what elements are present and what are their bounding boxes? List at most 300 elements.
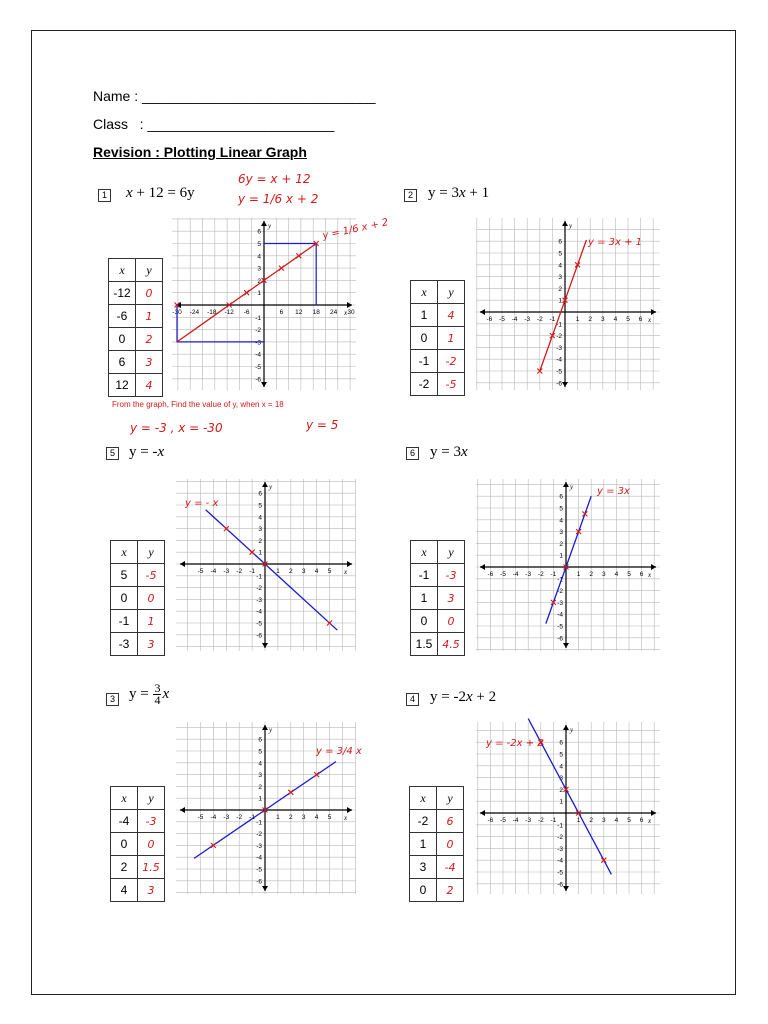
x-axis-arrow [480,810,485,816]
problem-equation [129,444,164,461]
y-tick-label: -2 [557,834,563,842]
y-tick-label: -4 [255,351,261,359]
y-value-cell: 1 [136,305,163,328]
y-value-cell: 1 [138,610,165,633]
x-column-header: x [411,281,438,304]
table-row [111,833,165,856]
x-value-cell: 1 [411,587,438,610]
xy-value-table [108,258,163,397]
x-value-cell: -6 [109,305,136,328]
plotted-line [540,240,587,371]
y-column-header: y [438,541,465,564]
equation-part: y = [129,685,153,702]
xy-value-table [110,540,165,656]
worksheet-title: Revision : Plotting Linear Graph [93,144,307,160]
y-value-cell: 0 [438,610,465,633]
x-value-cell: -3 [111,633,138,656]
x-tick-label: 2 [589,817,594,824]
x-tick-label: 4 [613,316,618,323]
equation-part: x [126,185,133,201]
problem-equation [430,689,496,706]
x-value-cell: 2 [111,856,138,879]
y-tick-label: 2 [257,277,261,285]
x-value-cell: -1 [411,564,438,587]
x-value-cell: 0 [111,587,138,610]
y-tick-label: -2 [556,333,562,341]
y-value-cell: 4 [136,374,163,397]
x-tick-label: -5 [197,568,204,575]
y-value-cell: 4 [438,304,465,327]
x-axis-label: x [344,309,348,317]
y-axis-arrow [261,382,267,387]
x-tick-label: 24 [329,309,338,316]
y-tick-label: -1 [256,819,262,827]
y-value-cell: -2 [438,350,465,373]
xy-value-table [410,280,465,396]
x-tick-label: 6 [639,817,644,824]
x-tick-label: -5 [197,814,204,821]
y-tick-label: -6 [255,376,261,384]
equation-part: y = 3 [430,444,461,460]
y-column-header: y [438,281,465,304]
table-row [411,373,465,396]
coordinate-graph [476,479,660,651]
y-tick-label: -5 [255,364,261,371]
x-value-cell: 0 [111,833,138,856]
y-tick-label: -6 [557,881,563,889]
x-value-cell: 3 [410,856,437,879]
x-axis-arrow [180,807,185,813]
problem-number-box: 5 [106,447,119,460]
y-tick-label: -3 [556,344,562,352]
x-axis-arrow [480,564,485,570]
y-tick-label: 5 [559,751,563,759]
equation-variable: x [162,685,170,702]
x-tick-label: -6 [487,817,494,824]
y-value-cell: 0 [138,587,165,610]
x-tick-label: -3 [223,814,230,821]
table-row [109,305,163,328]
handwritten-answer: y = -3 , x = -30 [130,421,223,435]
y-value-cell: 3 [138,633,165,656]
x-value-cell: -1 [111,610,138,633]
problem-number-box: 6 [406,447,419,460]
table-header-row [410,787,464,810]
y-tick-label: 1 [257,290,261,298]
handwritten-answer: y = 5 [306,418,339,432]
y-tick-label: 6 [258,736,262,744]
x-tick-label: 6 [638,316,643,323]
x-column-header: x [111,787,138,810]
y-tick-label: -1 [556,321,562,329]
x-tick-label: -3 [525,817,532,824]
x-tick-label: 18 [312,309,320,316]
x-axis-arrow [347,302,352,308]
x-tick-label: -3 [223,568,230,575]
y-axis-arrow [563,725,569,730]
x-tick-label: 5 [327,814,332,821]
y-tick-label: 1 [559,552,563,560]
equation-part: + 1 [465,185,490,201]
x-tick-label: 3 [601,571,606,578]
equation-part: y = - [129,444,158,460]
x-tick-label: 5 [626,316,630,323]
x-value-cell: 0 [109,328,136,351]
name-field-label: Name : ______________________________ [93,88,376,104]
y-column-header: y [138,787,165,810]
x-tick-label: -2 [537,817,544,824]
table-row [109,351,163,374]
x-tick-label: 3 [301,814,306,821]
problem-equation [428,185,489,202]
x-tick-label: -3 [524,316,531,323]
x-tick-label: -2 [537,571,544,578]
y-tick-label: -2 [255,327,261,335]
y-value-cell: -5 [138,564,165,587]
table-row [109,374,163,397]
y-axis-arrow [562,221,568,226]
y-tick-label: -2 [256,831,262,839]
x-axis-arrow [651,564,656,570]
x-tick-label: -24 [189,309,200,316]
x-tick-label: -12 [224,309,234,316]
y-tick-label: 1 [559,798,563,806]
table-row [411,564,465,587]
y-tick-label: -2 [256,585,262,593]
x-tick-label: 5 [627,817,631,824]
x-axis-label: x [648,316,652,324]
x-tick-label: -4 [210,814,217,821]
y-tick-label: 1 [258,795,262,803]
problem-number-box: 3 [106,693,119,706]
x-value-cell: 0 [411,327,438,350]
y-value-cell: 2 [136,328,163,351]
y-axis-label: y [268,222,272,230]
y-tick-label: 3 [559,775,563,783]
equation-part: x [465,689,473,705]
y-value-cell: -3 [138,810,165,833]
x-tick-label: 4 [314,568,319,575]
x-tick-label: -5 [500,571,506,578]
x-tick-label: -4 [512,817,519,824]
table-row [410,879,464,902]
x-axis-arrow [347,561,352,567]
problem-equation [430,444,468,461]
x-tick-label: -3 [525,571,532,578]
y-value-cell: 3 [136,351,163,374]
problem-number-box: 1 [98,189,111,202]
x-axis-arrow [180,561,185,567]
x-column-header: x [410,787,437,810]
x-value-cell: -2 [410,810,437,833]
y-tick-label: 6 [258,490,262,498]
x-tick-label: -1 [549,316,556,323]
x-value-cell: 1.5 [411,633,438,656]
table-row [411,304,465,327]
y-tick-label: -5 [256,866,262,874]
equation-part: y = -2 [430,689,466,705]
table-row [111,856,165,879]
line-equation-label: y = -2x + 2 [486,738,544,749]
table-header-row [111,787,165,810]
x-tick-label: -6 [487,571,494,578]
x-tick-label: 3 [601,817,606,824]
y-value-cell: -5 [438,373,465,396]
y-tick-label: 2 [558,285,562,293]
table-row [411,350,465,373]
x-value-cell: -2 [411,373,438,396]
y-tick-label: 6 [559,739,563,747]
x-value-cell: 1 [410,833,437,856]
x-tick-label: -6 [243,309,250,316]
y-axis-label: y [269,483,273,491]
y-tick-label: -3 [557,599,563,607]
x-axis-arrow [480,309,485,315]
y-tick-label: -1 [255,314,261,322]
y-tick-label: -4 [557,857,563,865]
xy-value-table [110,786,165,902]
table-row [411,587,465,610]
y-tick-label: 4 [559,517,563,525]
x-tick-label: 2 [588,316,593,323]
y-column-header: y [437,787,464,810]
x-value-cell: 4 [111,879,138,902]
y-tick-label: 2 [559,786,563,794]
y-axis-label: y [570,726,574,734]
plotted-line [546,493,594,623]
y-tick-label: -1 [557,576,563,584]
handwritten-working: y = 1/6 x + 2 [238,192,319,206]
x-value-cell: 1 [411,304,438,327]
x-tick-label: 2 [288,568,293,575]
table-header-row [411,541,465,564]
y-tick-label: 2 [258,537,262,545]
equation-part: + 12 = 6y [132,185,195,201]
x-tick-label: 2 [288,814,293,821]
x-axis-arrow [651,810,656,816]
y-tick-label: 3 [558,274,562,282]
y-tick-label: -6 [557,635,563,643]
x-tick-label: 5 [627,571,631,578]
y-tick-label: 6 [559,493,563,501]
table-row [411,327,465,350]
x-tick-label: 1 [276,568,280,575]
x-tick-label: -4 [210,568,217,575]
x-tick-label: -1 [550,817,557,824]
y-tick-label: 4 [558,262,562,270]
equation-fraction [153,683,161,706]
x-axis-label: x [648,817,652,825]
y-tick-label: -5 [557,623,563,631]
table-row [411,633,465,656]
table-row [111,633,165,656]
x-tick-label: 30 [347,309,355,316]
x-tick-label: -2 [536,316,543,323]
x-tick-label: 3 [301,568,306,575]
problem-equation [126,185,195,202]
y-tick-label: 3 [559,529,563,537]
equation-part: x [157,444,165,460]
table-header-row [411,281,465,304]
x-tick-label: -5 [500,817,506,824]
x-value-cell: -12 [109,282,136,305]
y-tick-label: 1 [258,549,262,557]
line-equation-label: y = 3/4 x [316,746,362,757]
y-value-cell: 0 [138,833,165,856]
x-value-cell: 0 [411,610,438,633]
table-row [111,879,165,902]
y-value-cell: 0 [136,282,163,305]
table-row [410,856,464,879]
y-tick-label: 2 [258,783,262,791]
x-value-cell: -4 [111,810,138,833]
line-equation-label: y = 3x [597,486,630,497]
x-tick-label: 1 [576,571,581,578]
x-tick-label: -2 [236,814,243,821]
x-value-cell: -1 [411,350,438,373]
y-value-cell: 4.5 [438,633,465,656]
x-tick-label: 1 [276,814,280,821]
y-axis-arrow [262,482,268,487]
y-value-cell: 3 [138,879,165,902]
equation-part: x [458,185,466,201]
x-value-cell: 6 [109,351,136,374]
y-tick-label: -4 [256,608,262,616]
y-tick-label: -5 [256,620,262,628]
y-tick-label: -3 [255,339,261,347]
x-tick-label: 5 [327,568,332,575]
y-value-cell: 6 [437,810,464,833]
y-tick-label: -4 [556,356,562,364]
x-column-header: x [111,541,138,564]
x-tick-label: 2 [589,571,594,578]
x-value-cell: 5 [111,564,138,587]
x-tick-label: -1 [249,568,255,575]
y-value-cell: 1 [438,327,465,350]
x-tick-label: -1 [550,571,557,578]
x-value-cell: 0 [410,879,437,902]
table-row [111,610,165,633]
x-tick-label: -2 [236,568,243,575]
y-tick-label: 5 [257,241,261,248]
y-axis-arrow [262,643,268,648]
equation-part: x [460,444,468,460]
y-value-cell: 2 [437,879,464,902]
x-tick-label: -4 [512,571,519,578]
x-tick-label: -6 [486,316,493,323]
y-tick-label: -6 [556,380,562,388]
x-tick-label: 12 [295,309,303,316]
y-tick-label: 5 [559,505,563,513]
y-value-cell: -4 [437,856,464,879]
xy-value-table [409,786,464,902]
y-tick-label: 4 [258,514,262,522]
x-column-header: x [411,541,438,564]
equation-part: + 2 [472,689,497,705]
x-tick-label: -5 [499,316,505,323]
y-tick-label: 1 [558,297,562,305]
y-tick-label: -2 [557,588,563,596]
x-tick-label: 1 [575,316,580,323]
y-tick-label: 2 [559,540,563,548]
table-row [411,610,465,633]
line-equation-label: y = - x [185,498,219,509]
x-tick-label: 3 [600,316,605,323]
xy-value-table [410,540,465,656]
y-tick-label: 4 [257,253,261,261]
y-tick-label: -1 [557,822,563,830]
y-column-header: y [138,541,165,564]
problem-number-box: 2 [404,189,417,202]
y-axis-label: y [569,222,573,230]
y-axis-arrow [261,221,267,226]
x-axis-label: x [344,814,348,822]
table-header-row [109,259,163,282]
y-value-cell: 3 [438,587,465,610]
coordinate-graph [172,218,356,390]
y-axis-arrow [262,886,268,891]
x-value-cell: 12 [109,374,136,397]
y-tick-label: 6 [558,238,562,246]
y-tick-label: -3 [557,845,563,853]
x-tick-label: 4 [614,817,619,824]
y-tick-label: -6 [256,878,262,886]
x-tick-label: 4 [314,814,319,821]
fraction-numerator: 3 [154,681,161,695]
y-value-cell: 0 [437,833,464,856]
table-row [410,833,464,856]
y-axis-label: y [570,483,574,491]
y-value-cell: -3 [438,564,465,587]
equation-part: y = 3 [428,185,459,201]
y-value-cell: 1.5 [138,856,165,879]
y-tick-label: -4 [557,611,563,619]
y-tick-label: -3 [256,842,262,850]
y-tick-label: -5 [557,869,563,877]
table-header-row [111,541,165,564]
x-tick-label: 6 [279,309,284,316]
y-tick-label: -3 [256,596,262,604]
x-tick-label: 1 [576,817,581,824]
y-tick-label: 3 [257,265,261,273]
y-axis-arrow [563,886,569,891]
y-tick-label: 4 [258,760,262,768]
table-row [410,810,464,833]
y-tick-label: 5 [258,748,262,756]
x-column-header: x [109,259,136,282]
y-axis-label: y [269,726,273,734]
y-tick-label: -1 [256,573,262,581]
y-tick-label: 4 [559,763,563,771]
x-tick-label: -30 [172,309,182,316]
x-tick-label: -18 [207,309,217,316]
x-tick-label: -4 [511,316,518,323]
line-equation-label: y = 1/6 x + 2 [321,217,390,242]
table-row [109,282,163,305]
problem-number-box: 4 [406,693,419,706]
y-tick-label: 3 [258,772,262,780]
line-equation-label: y = 3x + 1 [588,237,643,248]
table-row [111,587,165,610]
y-tick-label: 5 [258,502,262,510]
x-tick-label: 6 [639,571,644,578]
x-axis-label: x [648,571,652,579]
y-column-header: y [136,259,163,282]
table-row [111,810,165,833]
class-field-label: Class : ________________________ [93,116,335,132]
table-row [109,328,163,351]
y-tick-label: 6 [257,228,261,236]
